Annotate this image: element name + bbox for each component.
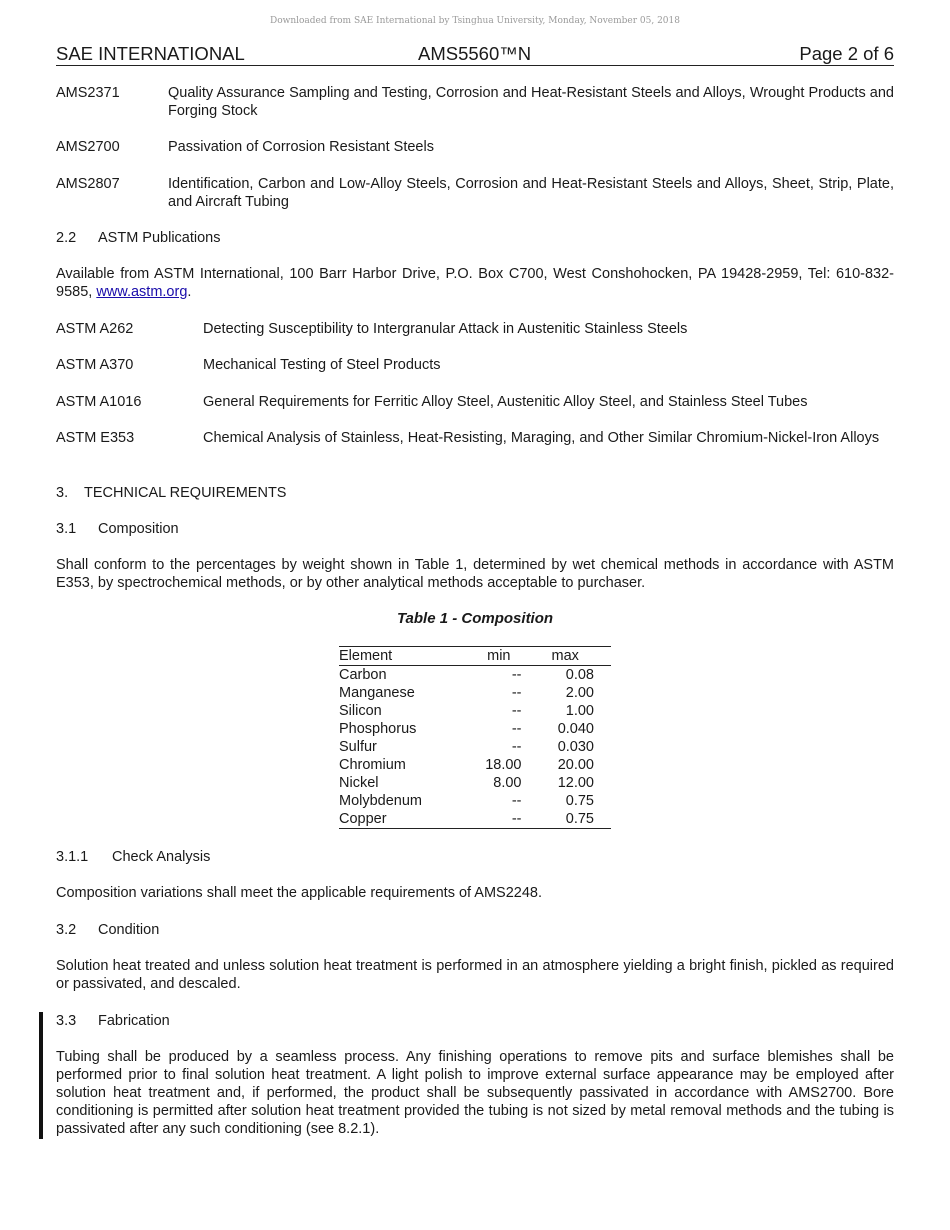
cell-max: 20.00 <box>557 757 594 773</box>
astm-availability-paragraph <box>56 265 894 301</box>
table-row <box>339 720 611 738</box>
condition-paragraph: Solution heat treated and unless solution heat treatment is performed in an atmosphere yielding a bright finish, pickled as required or passivated, and descaled. <box>56 958 894 992</box>
column-header-element: Element <box>339 647 468 666</box>
section-title: Composition <box>98 521 179 537</box>
cell-element: Carbon <box>339 667 387 683</box>
availability-period: . <box>187 284 192 300</box>
table-row <box>339 702 611 720</box>
reference-title: Quality Assurance Sampling and Testing, Corrosion and Heat-Resistant Steels and Alloys, Wrought Products and Forging Stock <box>168 85 894 119</box>
cell-min: 8.00 <box>493 775 522 791</box>
reference-title: Chemical Analysis of Stainless, Heat-Resisting, Maraging, and Other Similar Chromium-Nickel-Iron Alloys <box>203 430 880 446</box>
availability-text: Available from ASTM International, 100 Barr Harbor Drive, P.O. Box C700, West Conshohocken, PA 19428-2959, Tel: 610-832-9585, <box>56 266 894 300</box>
reference-title: General Requirements for Ferritic Alloy Steel, Austenitic Alloy Steel, and Stainless Steel Tubes <box>203 394 808 410</box>
table-row <box>339 792 611 810</box>
composition-table <box>339 646 611 829</box>
cell-max: 12.00 <box>557 775 594 791</box>
cell-min: 18.00 <box>485 757 522 773</box>
revision-change-bar <box>39 1012 43 1139</box>
cell-element: Chromium <box>339 757 406 773</box>
reference-code: AMS2700 <box>56 139 120 155</box>
reference-astm-a1016 <box>56 393 894 411</box>
check-analysis-paragraph: Composition variations shall meet the applicable requirements of AMS2248. <box>56 885 543 901</box>
composition-paragraph: Shall conform to the percentages by weight shown in Table 1, determined by wet chemical methods in accordance with ASTM E353, by spectrochemical methods, or by other analytical methods acceptable to purchaser. <box>56 557 894 591</box>
cell-min: -- <box>511 703 522 719</box>
table-row <box>339 666 611 685</box>
section-heading-3-2 <box>56 921 159 939</box>
section-number: 3.1 <box>56 521 77 537</box>
reference-ams2700 <box>56 138 894 156</box>
header-rule <box>56 65 894 66</box>
reference-title: Detecting Susceptibility to Intergranular Attack in Austenitic Stainless Steels <box>203 321 688 337</box>
reference-astm-a262 <box>56 320 894 338</box>
section-title: Fabrication <box>98 1013 170 1029</box>
fabrication-paragraph: Tubing shall be produced by a seamless process. Any finishing operations to remove pits and surface blemishes shall be performed prior to final solution heat treatment. A light polish to improve external surface appearance may be employed after solution heat treatment and, if performed, the product shall be subsequently passivated in accordance with AMS2700. Bore conditioning is permitted after solution heat treatment provided the tubing is not sized by metal removal methods and the tubing is passivated after any such conditioning (see 8.2.1). <box>56 1049 894 1137</box>
section-number: 3.1.1 <box>56 849 89 865</box>
reference-code: ASTM A262 <box>56 321 134 337</box>
section-number: 2.2 <box>56 230 77 246</box>
reference-astm-a370 <box>56 356 894 374</box>
table-caption: Table 1 - Composition <box>396 610 554 627</box>
table-row <box>339 738 611 756</box>
astm-website-link[interactable]: www.astm.org <box>96 284 188 300</box>
reference-title: Mechanical Testing of Steel Products <box>203 357 441 373</box>
reference-title: Identification, Carbon and Low-Alloy Steels, Corrosion and Heat-Resistant Steels and Alloys, Sheet, Strip, Plate, and Aircraft Tubing <box>168 176 894 210</box>
cell-min: -- <box>511 685 522 701</box>
cell-max: 0.040 <box>557 721 594 737</box>
reference-code: ASTM A1016 <box>56 394 142 410</box>
cell-element: Manganese <box>339 685 415 701</box>
table-row <box>339 756 611 774</box>
column-header-max: max <box>529 647 611 666</box>
cell-element: Molybdenum <box>339 793 423 809</box>
table-header-row <box>339 647 611 666</box>
reference-ams2371 <box>56 84 894 120</box>
cell-element: Sulfur <box>339 739 377 755</box>
cell-min: -- <box>511 793 522 809</box>
cell-max: 0.75 <box>529 810 611 829</box>
section-heading-2-2 <box>56 229 221 247</box>
header-publisher: SAE INTERNATIONAL <box>56 43 245 64</box>
cell-min: -- <box>468 810 529 829</box>
section-number: 3.2 <box>56 922 77 938</box>
cell-element: Copper <box>339 810 468 829</box>
cell-min: -- <box>511 739 522 755</box>
section-title: ASTM Publications <box>98 230 221 246</box>
table-row <box>339 684 611 702</box>
reference-ams2807 <box>56 175 894 211</box>
section-title: Condition <box>98 922 160 938</box>
reference-astm-e353 <box>56 429 894 447</box>
section-heading-3-3 <box>56 1012 170 1030</box>
reference-code: AMS2371 <box>56 85 120 101</box>
reference-code: ASTM E353 <box>56 430 135 446</box>
cell-min: -- <box>511 667 522 683</box>
reference-title: Passivation of Corrosion Resistant Steels <box>168 139 434 155</box>
cell-max: 0.030 <box>557 739 594 755</box>
section-title: Check Analysis <box>112 849 211 865</box>
cell-max: 2.00 <box>565 685 594 701</box>
section-number: 3. <box>56 485 69 501</box>
section-heading-3 <box>56 484 286 502</box>
cell-min: -- <box>511 721 522 737</box>
section-heading-3-1 <box>56 520 179 538</box>
reference-code: ASTM A370 <box>56 357 134 373</box>
header-page-number: Page 2 of 6 <box>799 43 894 64</box>
cell-element: Nickel <box>339 775 379 791</box>
section-number: 3.3 <box>56 1013 77 1029</box>
table-row <box>339 774 611 792</box>
cell-element: Phosphorus <box>339 721 417 737</box>
column-header-min: min <box>468 647 529 666</box>
reference-code: AMS2807 <box>56 176 120 192</box>
cell-element: Silicon <box>339 703 382 719</box>
cell-max: 1.00 <box>565 703 594 719</box>
download-watermark: Downloaded from SAE International by Tsinghua University, Monday, November 05, 2018 <box>270 16 680 26</box>
table-row <box>339 810 611 829</box>
section-heading-3-1-1 <box>56 848 210 866</box>
section-title: TECHNICAL REQUIREMENTS <box>84 485 287 501</box>
header-document-number: AMS5560™N <box>418 43 532 64</box>
cell-max: 0.08 <box>565 667 594 683</box>
cell-max: 0.75 <box>565 793 594 809</box>
